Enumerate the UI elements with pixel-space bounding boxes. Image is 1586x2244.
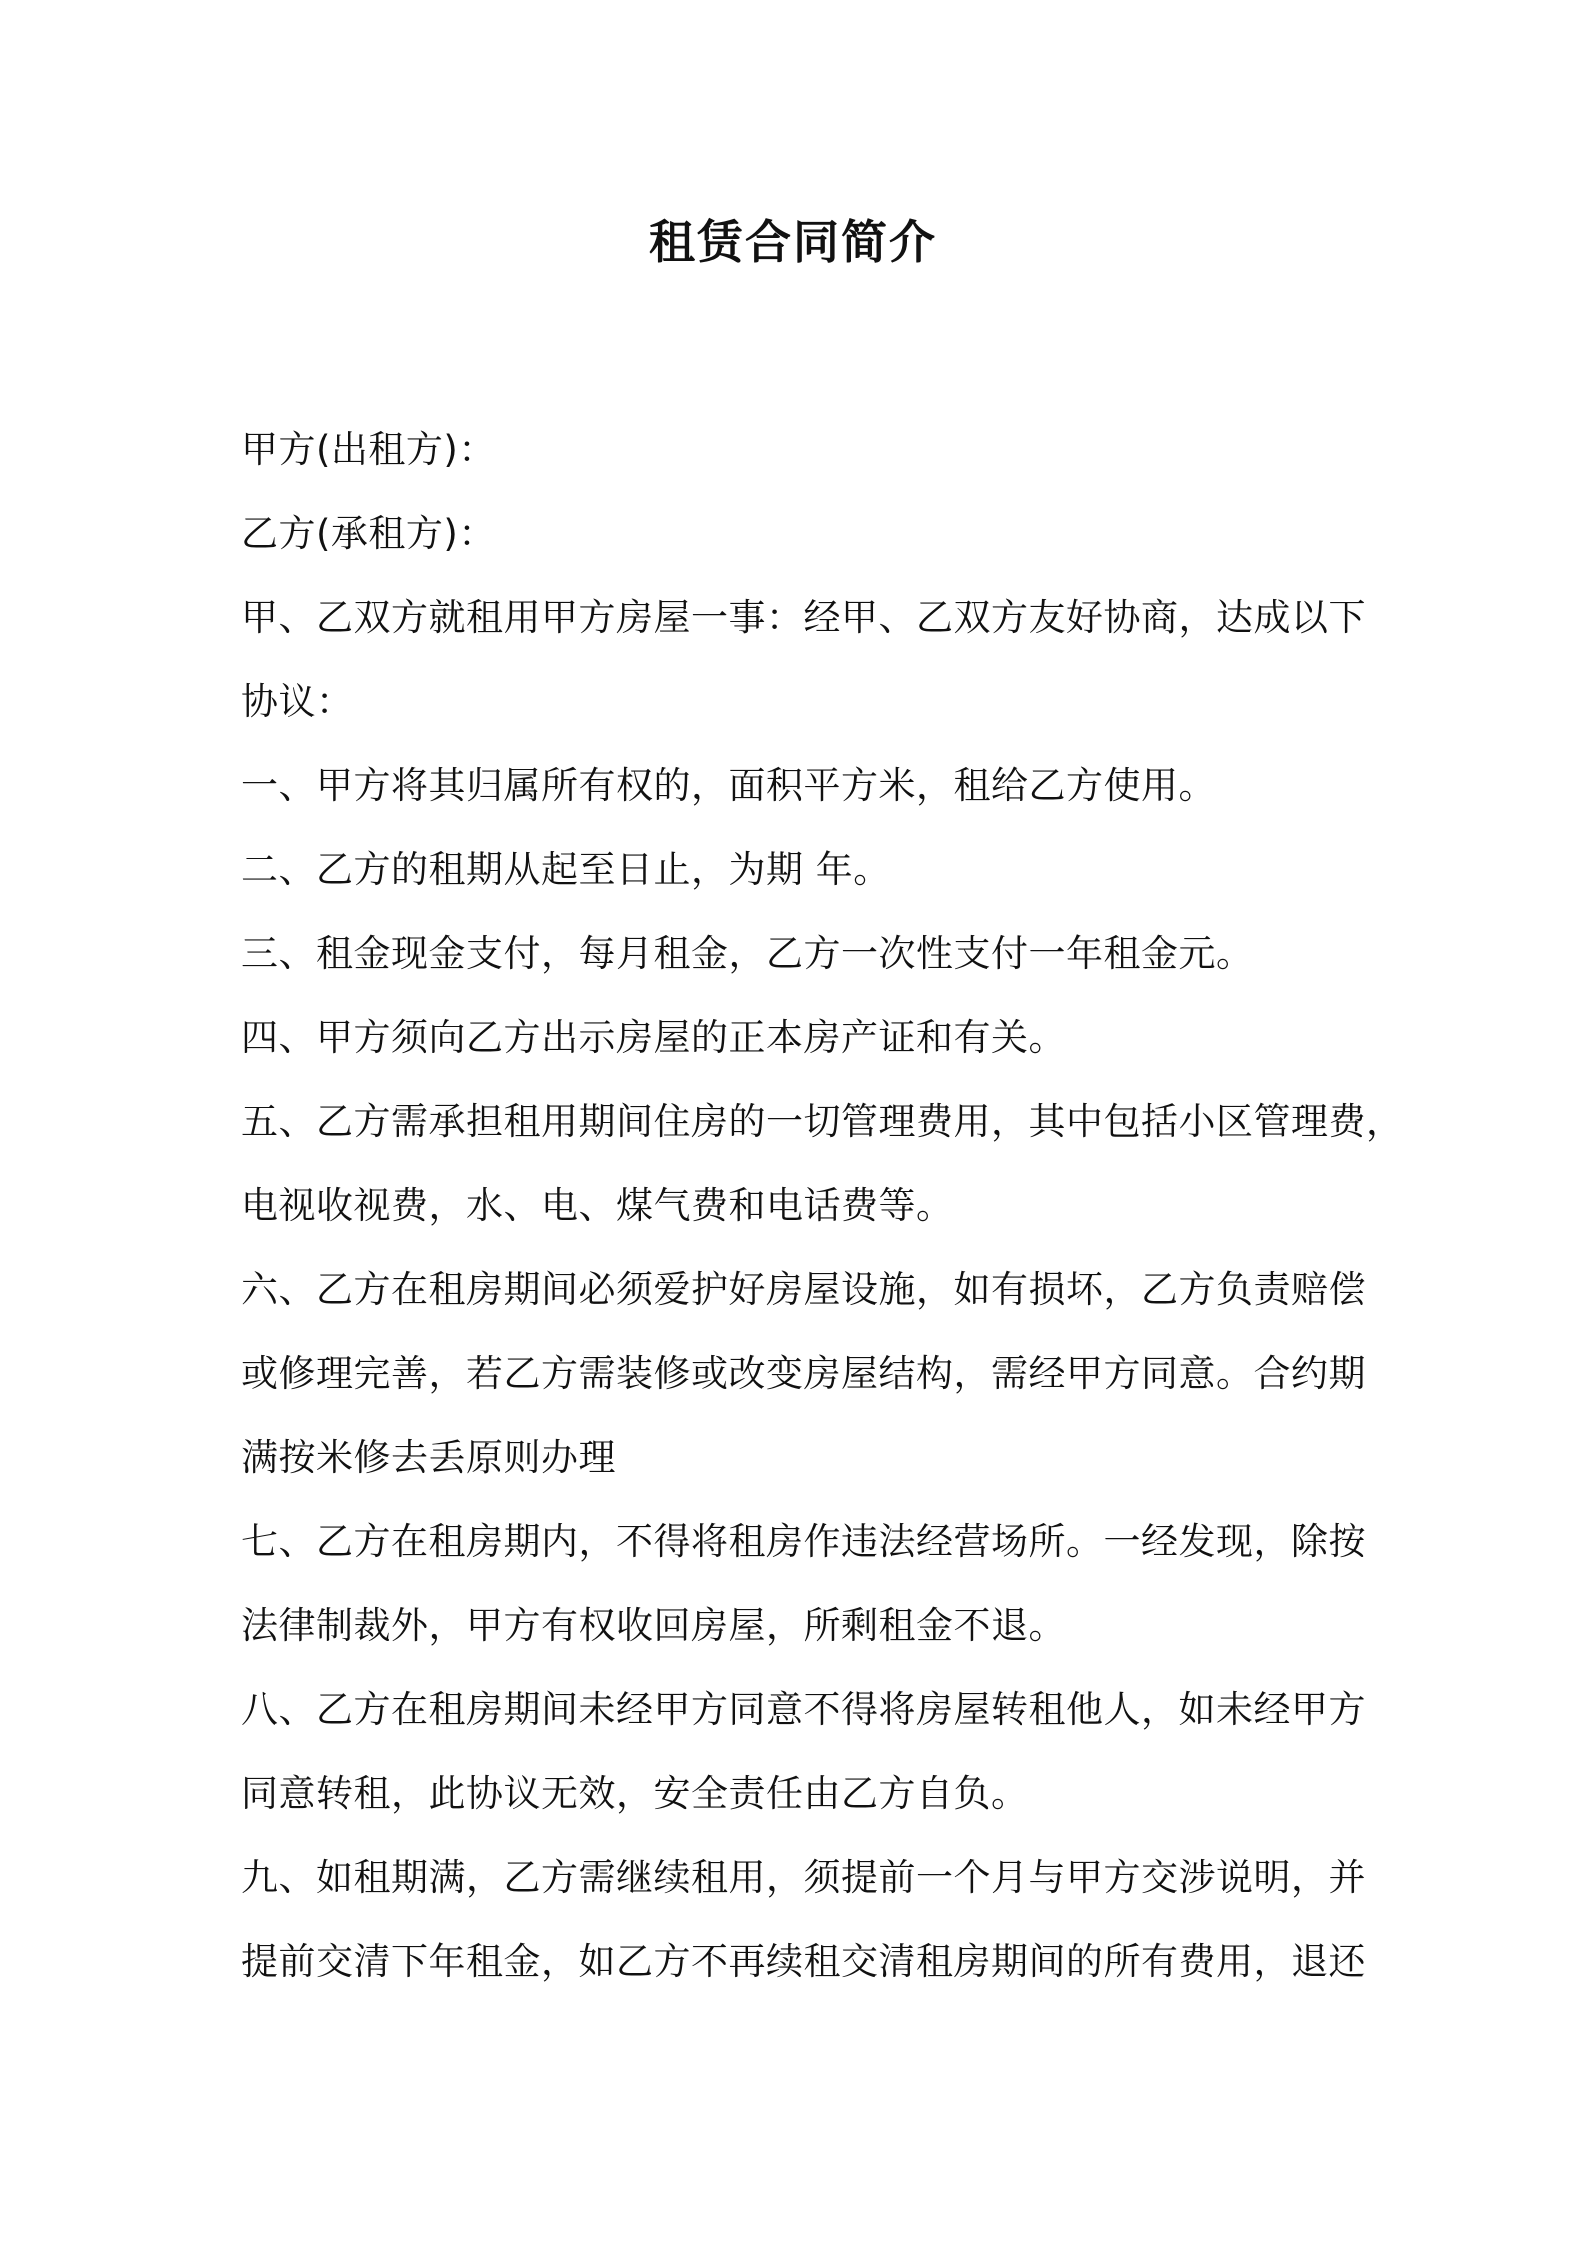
document-body — [241, 408, 1404, 2004]
clause-line: 法律制裁外，甲方有权收回房屋，所剩租金不退。 — [241, 1604, 1066, 1647]
document-title: 租赁合同简介 — [649, 215, 937, 269]
clause-line: 三、租金现金支付，每月租金，乙方一次性支付一年租金元。 — [241, 932, 1254, 975]
clause-line: 七、乙方在租房期内，不得将租房作违法经营场所。一经发现，除按 — [241, 1520, 1366, 1563]
clause-line: 电视收视费，水、电、煤气费和电话费等。 — [241, 1184, 954, 1227]
clause-line: 八、乙方在租房期间未经甲方同意不得将房屋转租他人，如未经甲方 — [241, 1688, 1366, 1731]
clause-line: 同意转租，此协议无效，安全责任由乙方自负。 — [241, 1772, 1029, 1815]
party-b-line: 乙方(承租方)： — [241, 512, 496, 555]
clause-line: 四、甲方须向乙方出示房屋的正本房产证和有关。 — [241, 1016, 1066, 1059]
clause-line: 或修理完善，若乙方需装修或改变房屋结构，需经甲方同意。合约期 — [241, 1352, 1366, 1395]
clause-line: 九、如租期满，乙方需继续租用，须提前一个月与甲方交涉说明，并 — [241, 1856, 1366, 1899]
intro-line: 甲、乙双方就租用甲方房屋一事：经甲、乙双方友好协商，达成以下 — [241, 596, 1366, 639]
clause-line: 二、乙方的租期从起至日止，为期 年。 — [241, 848, 891, 891]
clause-line: 满按米修去丢原则办理 — [241, 1436, 616, 1479]
clause-line: 五、乙方需承担租用期间住房的一切管理费用，其中包括小区管理费， — [241, 1100, 1404, 1143]
clause-line: 提前交清下年租金，如乙方不再续租交清租房期间的所有费用，退还 — [241, 1940, 1366, 1983]
party-a-line: 甲方(出租方)： — [241, 428, 496, 471]
clause-line: 一、甲方将其归属所有权的，面积平方米，租给乙方使用。 — [241, 764, 1216, 807]
intro-line: 协议： — [241, 680, 354, 723]
clause-line: 六、乙方在租房期间必须爱护好房屋设施，如有损坏，乙方负责赔偿 — [241, 1268, 1366, 1311]
